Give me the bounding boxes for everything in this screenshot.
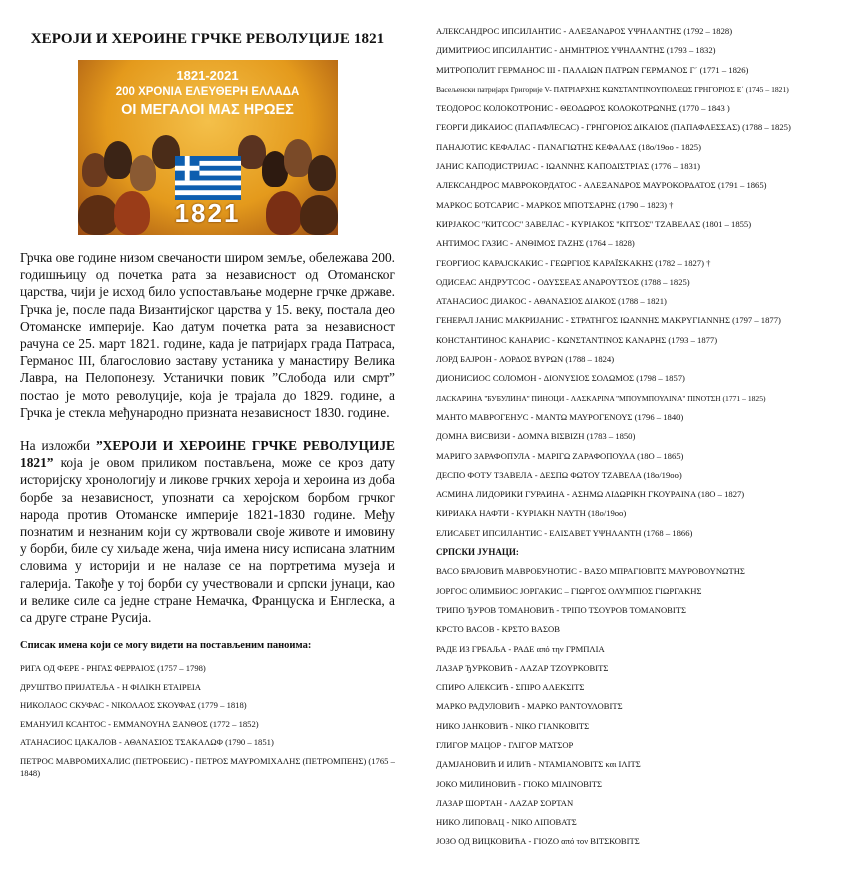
list-item: КИРИАКА НАФТИ - ΚΥΡΙΑΚΗ ΝΑΥΤΗ (18о/19оо) (436, 508, 627, 519)
list-item: АТАНАСИОС ДИАКОС - ΑΘΑΝΑΣΙΟΣ ΔΙΑΚΟΣ (1788 – 1821) (436, 296, 667, 307)
exhibition-paragraph-rest: која је овом приликом постављена, може се кроз дату историјску хронологију и ликове грчких хероја и хероина из доба борбе за независност, упознати са херојском борбом грчког народа против Отоманске империје 1821-1830 године. Међу познатим и незнаним који су жртвовали своје животе и имовину у борби, биле су хиљаде жена, чија имена нису исписана златним словима у историји и не налазе се на портретима музеја и галерија. Такође у тој борби су учествовали и српски јунаци, као и велике силе са једне стране Немачка, Француска и Енглеска, а са друге стране Русија. (20, 455, 395, 626)
poster-image (78, 60, 338, 235)
exhibition-paragraph (20, 437, 395, 626)
poster-years: 1821-2021 (176, 68, 239, 83)
list-item: КОНСТАНТИНОС КАНАРИС - ΚΩΝΣΤΑΝΤΙΝΟΣ ΚΑΝΑΡΗΣ (1793 – 1877) (436, 334, 718, 345)
list-item: ГЛИГОР МАЦОР - ΓΛΙΓΟΡ ΜΑΤΣΟΡ (436, 739, 574, 750)
right-column (436, 22, 836, 852)
list-item: ВАСО БРАЈОВИЋ МАВРОБУНОТИС - ΒΑΣΟ ΜΠΡΑΓΙΟΒΙΤΣ ΜΑΥΡΟΒΟΥΝΩΤΗΣ (436, 566, 745, 577)
list-item: Васељенски патријарх Григорије V- ΠΑΤΡΙΑΡΧΗΣ ΚΩΝΣΤΑΝΤΙΝΟΥΠΟΛΕΩΣ ΓΡΗΓΟΡΙΟΣ Ε΄ (1745 – 1821) (436, 84, 789, 94)
list-item: МИТРОПОЛИТ ГЕРМАНОС III - ΠΑΛΑΙΩΝ ΠΑΤΡΩΝ ΓΕΡΜΑΝΟΣ Γ΄ (1771 – 1826) (436, 64, 749, 75)
list-item: МАНТО МАВРОГЕНУС - ΜΑΝΤΩ ΜΑΥΡΟΓΕΝΟΥΣ (1796 – 1840) (436, 411, 684, 422)
list-item: НИКОЛАОС СКУФАС - ΝΙΚΟΛΑΟΣ ΣΚΟΥΦΑΣ (1779 – 1818) (20, 700, 247, 711)
list-item: ЕЛИСАБЕТ ИПСИЛАНТИС - ΕΛΙΣΑΒΕΤ ΥΨΗΛΑΝΤΗ (1768 – 1866) (436, 527, 693, 538)
list-item: НИКО ЈАНКОВИЋ - ΝΙΚΟ ΓΙΑΝΚΟΒΙΤΣ (436, 720, 590, 731)
exhibition-paragraph-start: На изложби (20, 438, 96, 454)
list-item: ЛАСКАРИНА ''БУБУЛИНА'' ПИНОЦИ - ΛΑΣΚΑΡΙΝΑ ''ΜΠΟΥΜΠΟΥΛΙΝΑ'' ΠΙΝΟΤΣΗ (1771 – 1825) (436, 393, 766, 403)
list-item: ЈОРГОС ОЛИМБИОС ЈОРГАКИС – ΓΙΩΡΓΟΣ ΟΛΥΜΠΙΟΣ ΓΙΩΡΓΑΚΗΣ (436, 585, 702, 596)
list-item: ЈОКО МИЛИНОВИЋ - ΓΙΟΚΟ ΜΙΛΙΝΟΒΙΤΣ (436, 778, 603, 789)
list-item: ОДИСЕАС АНДРУТСОС - ΟΔΥΣΣΕΑΣ ΑΝΔΡΟΥΤΣΟΣ (1788 – 1825) (436, 276, 690, 287)
list-item: ДЕСПО ФОТУ ТЗАВЕЛА - ΔΕΣΠΩ ΦΩΤΟΥ ΤΖΑΒΕΛΑ (18о/19оо) (436, 469, 682, 480)
list-item: РИГА ОД ФЕРЕ - ΡΗΓΑΣ ΦΕΡΡΑΙΟΣ (1757 – 1798) (20, 663, 206, 674)
list-item: АТАНАСИОС ЦАКАЛОВ - ΑΘΑΝΑΣΙΟΣ ΤΣΑΚΑΛΩΦ (1790 – 1851) (20, 737, 274, 748)
names-list-heading: Списак имена који се могу видети на постављеним паноима: (20, 640, 312, 652)
poster-year-large: 1821 (174, 198, 241, 228)
list-item: ДОМНА ВИСВИЗИ - ΔΟΜΝΑ ΒΙΣΒΙΖΗ (1783 – 1850) (436, 431, 636, 442)
list-item: РАДЕ ИЗ ГРБАЉА - ΡΑΔΕ από την ΓΡΜΠΛΙΑ (436, 643, 605, 654)
list-item: КРСТО ВАСОВ - ΚΡΣΤΟ ΒΑΣΟΒ (436, 624, 560, 635)
serbian-heroes-heading: СРПСКИ ЈУНАЦИ: (436, 547, 519, 558)
left-column (20, 25, 395, 779)
list-item: ЈАНИС КАПОДИСТРИЈАС - ΙΩΑΝΝΗΣ ΚΑΠΟΔΙΣΤΡΙΑΣ (1776 – 1831) (436, 161, 700, 172)
list-item: ГЕОРГИОС КАРАЈСКАКИС - ΓΕΩΡΓΙΟΣ ΚΑΡΑΪΣΚΑΚΗΣ (1782 – 1827) † (436, 257, 711, 268)
list-item: ПЕТРОС МАВРОМИХАЛИС (ПЕТРОБЕИС) - ΠΕΤΡΟΣ ΜΑΥΡΟΜΙΧΑΛΗΣ (ΠΕΤΡΟΜΠΕΗΣ) (1765 – 1848) (20, 755, 395, 778)
list-item: ЛАЗАР ЂУРКОВИЋ - ΛΑΖΑΡ ΤΖΟΥΡΚΟΒΙΤΣ (436, 662, 609, 673)
names-list-left (20, 659, 395, 779)
list-item: ДИОНИСИОС СОЛОМОН - ΔΙΟΝΥΣΙΟΣ ΣΟΛΩΜΟΣ (1798 – 1857) (436, 373, 685, 384)
list-item: ПАНАЈОТИС КЕФАЛАС - ΠΑΝΑΓΙΩΤΗΣ ΚΕΦΑΛΑΣ (18о/19оо - 1825) (436, 141, 701, 152)
list-item: АЛЕКСАНДРОС ИПСИЛАНТИС - ΑΛΕΞΑΝΔΡΟΣ ΥΨΗΛΑΝΤΗΣ (1792 – 1828) (436, 26, 733, 36)
intro-paragraph: Грчка ове године низом свечаности широм земље, обележава 200. годишњицу од почетка рата за независност од Отоманског царства, чији је исход било успостављање модерне грчке државе. Грчка је, после пада Византијског царства у 15. веку, постала део Отоманске империје. Као датум почетка рата за независност рачуна се 25. март 1821. године, када је патријарх града Патраса, Германос III, благословио заставу устаника у манастиру Велика Лавра, на Пелопонезу. Устанички повик ”Слобода или смрт” постао је мото револуције, која је трајала до 1829. године, а Грчка је стекла међународно призната независност 1830. године. (20, 250, 395, 420)
list-item: ДАМЈАНОВИЋ И ИЛИЋ - ΝΤΑΜΙΑΝΟΒΙΤΣ και ΙΛΙΤΣ (436, 759, 641, 770)
poster-line-1: 200 ΧΡΟΝΙΑ ΕΛΕΥΘΕΡΗ ΕΛΛΑΔΑ (115, 86, 300, 98)
list-item: МАРИГО ЗАРАФОПУЛА - ΜΑΡΙΓΩ ΖΑΡΑΦΟΠΟΥΛΑ (18О – 1865) (436, 450, 684, 461)
list-item: ДРУШТВО ПРИЈАТЕЉА - Η ΦΙΛΙΚΗ ΕΤΑΙΡΕΙΑ (20, 681, 201, 692)
greek-flag-icon (171, 156, 245, 200)
list-item: СПИРО АЛЕКСИЋ - ΣΠΙΡΟ ΑΛΕΚΣΙΤΣ (436, 682, 585, 693)
list-item: ЈОЗО ОД ВИЦКОВИЋА - ΓΙΟΖΟ από τον ΒΙΤΣΚΟΒΙΤΣ (436, 836, 640, 847)
list-item: ЛАЗАР ШОРТАН - ΛΑΖΑΡ ΣΟΡΤΑΝ (436, 797, 574, 808)
list-item: КИРЈАКОС ''КИТСОС'' ЗАВЕЛАС - ΚΥΡΙΑΚΟΣ ''ΚΙΤΣΟΣ'' ΤΖΑΒΕΛΑΣ (1801 – 1855) (436, 218, 752, 229)
names-list-right (436, 22, 836, 852)
list-item: ГЕОРГИ ДИКАИОС (ПАПАФЛЕСАС) - ΓΡΗΓΟΡΙΟΣ ΔΙΚΑΙΟΣ (ΠΑΠΑΦΛΕΣΣΑΣ) (1788 – 1825) (436, 122, 791, 133)
list-item: ТРИПО ЂУРОВ ТОМАНОВИЋ - ΤΡΙΠΟ ΤΣΟΥΡΟΒ ΤΟΜΑΝΟΒΙΤΣ (436, 604, 687, 615)
list-item: АЛЕКСАНДРОС МАВРОКОРДАТОС - ΑΛΕΞΑΝΔΡΟΣ ΜΑΥΡΟΚΟΡΔΑΤΟΣ (1791 – 1865) (436, 180, 767, 191)
list-item: ЕМАНУИЛ КСАНТОС - ΕΜΜΑΝΟΥΗΛ ΞΑΝΘΟΣ (1772 – 1852) (20, 718, 259, 729)
list-item: ДИМИТРИОС ИПСИЛАНТИС - ΔΗΜΗΤΡΙΟΣ ΥΨΗΛΑΝΤΗΣ (1793 – 1832) (436, 45, 716, 56)
list-item: ГЕНЕРАЛ ЈАНИС МАКРИЈАНИС - ΣΤΡΑΤΗΓΟΣ ΙΩΑΝΝΗΣ ΜΑΚΡΥΓΙΑΝΝΗΣ (1797 – 1877) (436, 315, 781, 326)
document-title: ХЕРОЈИ И ХЕРОИНЕ ГРЧКЕ РЕВОЛУЦИЈЕ 1821 (30, 31, 385, 47)
list-item: АНТИМОС ГАЗИС - ΑΝΘΙΜΟΣ ΓΑΖΗΣ (1764 – 1828) (436, 238, 635, 249)
poster-line-2: ΟΙ ΜΕΓΑΛΟΙ ΜΑΣ ΗΡΩΕΣ (121, 102, 294, 118)
list-item: МАРКО РАДУЛОВИЋ - ΜΑΡΚΟ ΡΑΝΤΟΥΛΟΒΙΤΣ (436, 701, 623, 712)
list-item: МАРКОС БОТСАРИС - ΜΑΡΚΟΣ ΜΠΟΤΣΑΡΗΣ (1790 – 1823) † (436, 199, 674, 210)
list-item: АСМИНА ЛИДОРИКИ ГУРАИНА - ΑΣΗΜΩ ΛΙΔΩΡΙΚΗ ΓΚΟΥΡΑΙΝΑ (18О – 1827) (436, 489, 745, 500)
list-item: ЛОРД БАЈРОН - ΛΟΡΔΟΣ ΒΥΡΩΝ (1788 – 1824) (436, 354, 615, 365)
exhibition-name: ”ХЕРОЈИ И ХЕРОИНЕ ГРЧКЕ РЕВОЛУЦИЈЕ 1821” (20, 438, 395, 471)
list-item: ТЕОДОРОС КОЛОКОТРОНИС - ΘΕΟΔΩΡΟΣ ΚΟΛΟΚΟΤΡΩΝΗΣ (1770 – 1843 ) (436, 103, 730, 114)
list-item: НИКО ЛИПОВАЦ - ΝΙΚΟ ΛΙΠΟΒΑΤΣ (436, 817, 577, 828)
